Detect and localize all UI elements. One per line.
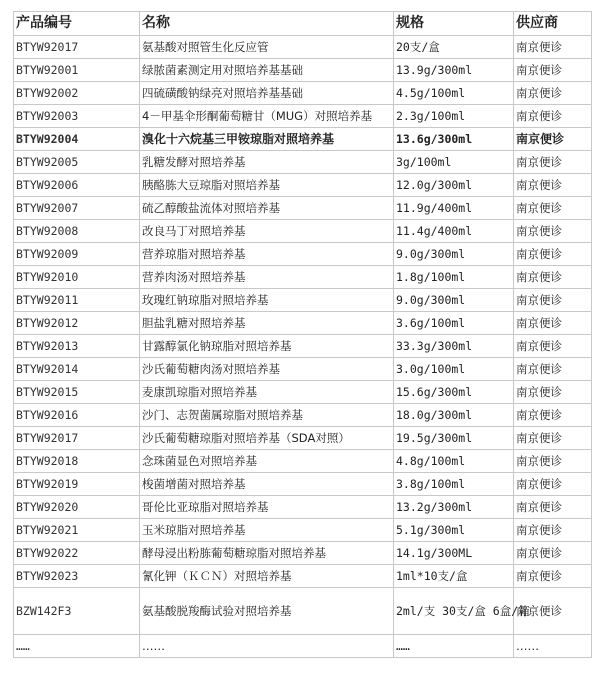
product-code-cell: BTYW92018 (14, 450, 140, 473)
product-spec-cell: 33.3g/300ml (394, 335, 514, 358)
product-code-cell: BTYW92016 (14, 404, 140, 427)
product-spec-cell: 15.6g/300ml (394, 381, 514, 404)
supplier-cell: 南京便诊 (514, 220, 592, 243)
supplier-cell: 南京便诊 (514, 174, 592, 197)
product-spec-cell: 9.0g/300ml (394, 243, 514, 266)
header-code: 产品编号 (14, 12, 140, 36)
product-name-cell: 营养肉汤对照培养基 (140, 266, 394, 289)
supplier-cell: 南京便诊 (514, 450, 592, 473)
product-name-cell: 硫乙醇酸盐流体对照培养基 (140, 197, 394, 220)
product-code-cell: BTYW92002 (14, 82, 140, 105)
product-name-cell: 4－甲基伞形酮葡萄糖甘（MUG）对照培养基 (140, 105, 394, 128)
supplier-cell: 南京便诊 (514, 289, 592, 312)
supplier-cell: 南京便诊 (514, 427, 592, 450)
product-spec-cell: 3.6g/100ml (394, 312, 514, 335)
table-row (14, 635, 592, 658)
supplier-cell: 南京便诊 (514, 59, 592, 82)
table-row (14, 427, 592, 450)
product-code-cell: BTYW92022 (14, 542, 140, 565)
product-code-cell: BZW142F3 (14, 588, 140, 635)
supplier-cell: 南京便诊 (514, 128, 592, 151)
product-spec-cell: 11.9g/400ml (394, 197, 514, 220)
table-row (14, 312, 592, 335)
product-code-cell: BTYW92019 (14, 473, 140, 496)
product-spec-cell: 2.3g/100ml (394, 105, 514, 128)
product-code-cell: BTYW92007 (14, 197, 140, 220)
supplier-cell: 南京便诊 (514, 381, 592, 404)
product-spec-cell: 1.8g/100ml (394, 266, 514, 289)
product-name-cell: 营养琼脂对照培养基 (140, 243, 394, 266)
product-name-cell: 玉米琼脂对照培养基 (140, 519, 394, 542)
product-name-cell: 哥伦比亚琼脂对照培养基 (140, 496, 394, 519)
product-code-cell: BTYW92006 (14, 174, 140, 197)
product-code-cell: BTYW92012 (14, 312, 140, 335)
product-spec-cell: 4.5g/100ml (394, 82, 514, 105)
supplier-cell: 南京便诊 (514, 82, 592, 105)
product-spec-cell: 4.8g/100ml (394, 450, 514, 473)
table-row (14, 128, 592, 151)
product-spec-cell: 3.0g/100ml (394, 358, 514, 381)
product-name-cell: 氰化钾（ＫＣＮ）对照培养基 (140, 565, 394, 588)
table-row (14, 542, 592, 565)
product-name-cell: 沙门、志贺菌属琼脂对照培养基 (140, 404, 394, 427)
product-name-cell: 梭菌增菌对照培养基 (140, 473, 394, 496)
product-name-cell: 溴化十六烷基三甲铵琼脂对照培养基 (140, 128, 394, 151)
product-code-cell: BTYW92005 (14, 151, 140, 174)
product-name-cell: 改良马丁对照培养基 (140, 220, 394, 243)
supplier-cell: 南京便诊 (514, 404, 592, 427)
product-code-cell: BTYW92010 (14, 266, 140, 289)
supplier-cell: 南京便诊 (514, 358, 592, 381)
header-name: 名称 (140, 12, 394, 36)
table-row (14, 496, 592, 519)
product-spec-cell: 9.0g/300ml (394, 289, 514, 312)
product-code-cell: BTYW92023 (14, 565, 140, 588)
product-spec-cell: 13.9g/300ml (394, 59, 514, 82)
product-code-cell: BTYW92011 (14, 289, 140, 312)
table-header-row (14, 12, 592, 36)
product-name-cell: 氨基酸脱羧酶试验对照培养基 (140, 588, 394, 635)
product-spec-cell: 3.8g/100ml (394, 473, 514, 496)
product-code-cell: BTYW92009 (14, 243, 140, 266)
product-code-cell: BTYW92004 (14, 128, 140, 151)
table-row (14, 197, 592, 220)
header-spec: 规格 (394, 12, 514, 36)
supplier-cell: 南京便诊 (514, 519, 592, 542)
product-spec-cell: 5.1g/300ml (394, 519, 514, 542)
product-spec-cell: 20支/盒 (394, 36, 514, 59)
product-name-cell: 四硫磺酸钠绿亮对照培养基基础 (140, 82, 394, 105)
table-row (14, 266, 592, 289)
supplier-cell: 南京便诊 (514, 335, 592, 358)
product-code-cell: BTYW92020 (14, 496, 140, 519)
product-spec-cell: 13.6g/300ml (394, 128, 514, 151)
product-code-cell: BTYW92017 (14, 36, 140, 59)
product-name-cell: 氨基酸对照管生化反应管 (140, 36, 394, 59)
product-code-cell: BTYW92014 (14, 358, 140, 381)
product-name-cell: 麦康凯琼脂对照培养基 (140, 381, 394, 404)
product-spec-cell: 11.4g/400ml (394, 220, 514, 243)
table-row (14, 243, 592, 266)
supplier-cell: 南京便诊 (514, 473, 592, 496)
product-name-cell: 酵母浸出粉胨葡萄糖琼脂对照培养基 (140, 542, 394, 565)
product-spec-cell: 14.1g/300ML (394, 542, 514, 565)
product-spec-cell: …… (394, 635, 514, 658)
table-row (14, 404, 592, 427)
product-code-cell: BTYW92015 (14, 381, 140, 404)
supplier-cell: …… (514, 635, 592, 658)
header-supplier: 供应商 (514, 12, 592, 36)
table-row (14, 335, 592, 358)
table-row (14, 289, 592, 312)
product-code-cell: BTYW92003 (14, 105, 140, 128)
product-code-cell: BTYW92008 (14, 220, 140, 243)
product-spec-cell: 19.5g/300ml (394, 427, 514, 450)
product-name-cell: 沙氏葡萄糖琼脂对照培养基（SDA对照） (140, 427, 394, 450)
table-row (14, 36, 592, 59)
product-spec-cell: 13.2g/300ml (394, 496, 514, 519)
product-spec-cell: 1ml*10支/盒 (394, 565, 514, 588)
product-name-cell: 胰酪胨大豆琼脂对照培养基 (140, 174, 394, 197)
product-name-cell: 乳糖发酵对照培养基 (140, 151, 394, 174)
product-code-cell: BTYW92013 (14, 335, 140, 358)
supplier-cell: 南京便诊 (514, 312, 592, 335)
table-row (14, 450, 592, 473)
product-spec-cell: 18.0g/300ml (394, 404, 514, 427)
product-code-cell: BTYW92001 (14, 59, 140, 82)
supplier-cell: 南京便诊 (514, 565, 592, 588)
supplier-cell: 南京便诊 (514, 197, 592, 220)
table-row (14, 588, 592, 635)
table-row (14, 473, 592, 496)
table-row (14, 82, 592, 105)
table-row (14, 565, 592, 588)
table-row (14, 358, 592, 381)
table-row (14, 174, 592, 197)
product-table (13, 11, 592, 658)
product-name-cell: …… (140, 635, 394, 658)
product-name-cell: 念珠菌显色对照培养基 (140, 450, 394, 473)
table-row (14, 105, 592, 128)
supplier-cell: 南京便诊 (514, 151, 592, 174)
product-code-cell: BTYW92021 (14, 519, 140, 542)
product-name-cell: 绿脓菌素测定用对照培养基基础 (140, 59, 394, 82)
table-row (14, 381, 592, 404)
product-code-cell: BTYW92017 (14, 427, 140, 450)
supplier-cell: 南京便诊 (514, 105, 592, 128)
product-code-cell: …… (14, 635, 140, 658)
supplier-cell: 南京便诊 (514, 266, 592, 289)
supplier-cell: 南京便诊 (514, 542, 592, 565)
product-name-cell: 甘露醇氯化钠琼脂对照培养基 (140, 335, 394, 358)
product-name-cell: 玫瑰红钠琼脂对照培养基 (140, 289, 394, 312)
product-spec-cell: 3g/100ml (394, 151, 514, 174)
supplier-cell: 南京便诊 (514, 36, 592, 59)
supplier-cell: 南京便诊 (514, 588, 592, 635)
table-row (14, 151, 592, 174)
table-row (14, 220, 592, 243)
supplier-cell: 南京便诊 (514, 243, 592, 266)
table-row (14, 519, 592, 542)
supplier-cell: 南京便诊 (514, 496, 592, 519)
product-spec-cell: 12.0g/300ml (394, 174, 514, 197)
product-name-cell: 沙氏葡萄糖肉汤对照培养基 (140, 358, 394, 381)
table-row (14, 59, 592, 82)
product-spec-cell: 2ml/支 30支/盒 6盒/箱 (394, 588, 514, 635)
product-name-cell: 胆盐乳糖对照培养基 (140, 312, 394, 335)
